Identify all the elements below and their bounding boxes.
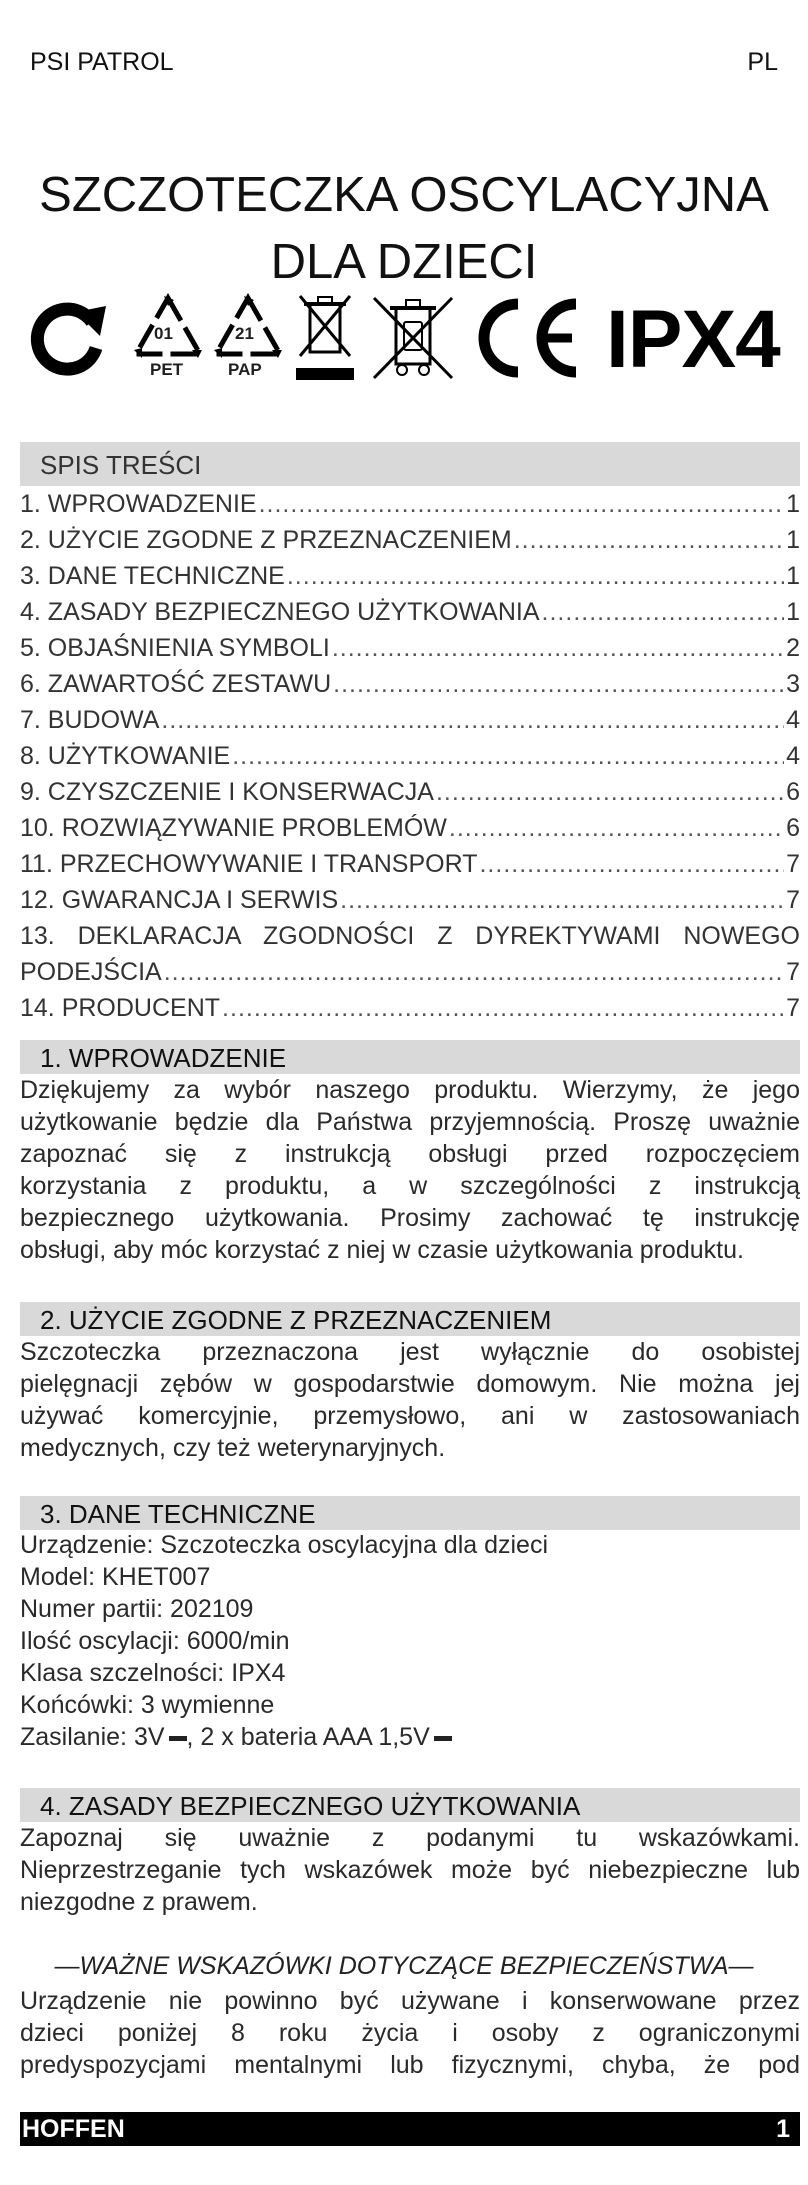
spec-power: Zasilanie: 3V , 2 x bateria AAA 1,5V: [20, 1721, 800, 1753]
toc-item[interactable]: 6. ZAWARTOŚĆ ZESTAWU ..... 3: [20, 666, 800, 702]
toc-item[interactable]: 8. UŻYTKOWANIE ..... 4: [20, 738, 800, 774]
toc-item[interactable]: 4. ZASADY BEZPIECZNEGO UŻYTKOWANIA ..... 1: [20, 594, 800, 630]
section-heading-tech: 3. DANE TECHNICZNE: [20, 1496, 800, 1530]
dc-symbol-icon: [434, 1736, 452, 1741]
recycle-pet-icon: [128, 292, 208, 397]
toc-item[interactable]: 11. PRZECHOWYWANIE I TRANSPORT ..... 7: [20, 846, 800, 882]
intro-paragraph: Dziękujemy za wybór naszego produktu. Wierzymy, że jego użytkowanie będzie dla Państwa przyjemnością. Proszę uważnie zapoznać się z instrukcją obsługi przed rozpoczęciem korzystania z produktu, a w szczególności z instrukcją bezpiecznego użytkowania. Prosimy zachować tę instrukcję obsługi, aby móc korzystać z niej w czasie użytkowania produktu.: [20, 1076, 800, 1264]
spec-tips: Końcówki: 3 wymienne: [20, 1691, 275, 1719]
title-line-1: SZCZOTECZKA OSCYLACYJNA: [39, 168, 769, 222]
pap-label: PAP: [228, 360, 262, 379]
table-of-contents: [20, 486, 800, 1026]
footer-page-number: 1: [776, 2115, 790, 2143]
toc-item[interactable]: 5. OBJAŚNIENIA SYMBOLI ..... 2: [20, 630, 800, 666]
dc-symbol-icon: [169, 1736, 187, 1741]
spec-batch: Numer partii: 202109: [20, 1595, 254, 1623]
page-footer: [20, 2112, 800, 2146]
footer-brand: HOFFEN: [22, 2115, 125, 2143]
tech-specs-list: [20, 1529, 800, 1753]
toc-item[interactable]: 14. PRODUCENT ..... 7: [20, 990, 800, 1026]
section-heading-intro: 1. WPROWADZENIE: [20, 1040, 800, 1074]
symbols-row: [28, 292, 788, 392]
pet-label: PET: [150, 360, 184, 379]
section-heading-safety: 4. ZASADY BEZPIECZNEGO UŻYTKOWANIA: [20, 1788, 800, 1822]
recycle-arrow-icon: [28, 292, 108, 387]
document-title: [0, 162, 808, 296]
page-header: [30, 48, 778, 77]
ipx4-rating: IPX4: [606, 294, 780, 385]
section-heading-usage: 2. UŻYCIE ZGODNE Z PRZEZNACZENIEM: [20, 1302, 800, 1336]
pap-number: 21: [235, 324, 254, 343]
header-language: PL: [747, 48, 778, 76]
toc-heading: SPIS TREŚCI: [20, 442, 800, 486]
weee-bin-icon: [290, 292, 360, 397]
spec-ip-class: Klasa szczelności: IPX4: [20, 1659, 286, 1687]
pet-number: 01: [154, 324, 173, 343]
toc-item[interactable]: 1. WPROWADZENIE ..... 1: [20, 486, 800, 522]
battery-disposal-icon: [368, 292, 458, 397]
title-line-2: DLA DZIECI: [270, 235, 538, 289]
toc-item[interactable]: 9. CZYSZCZENIE I KONSERWACJA ..... 6: [20, 774, 800, 810]
recycle-pap-icon: [208, 292, 288, 397]
safety-subheading: —WAŻNE WSKAZÓWKI DOTYCZĄCE BEZPIECZEŃSTWA—: [54, 1952, 754, 1980]
toc-item-line1[interactable]: 13. DEKLARACJA ZGODNOŚCI Z DYREKTYWAMI NOWEGO: [20, 922, 800, 950]
toc-item[interactable]: PODEJŚCIA ..... 7: [20, 954, 800, 990]
toc-item[interactable]: 10. ROZWIĄZYWANIE PROBLEMÓW ..... 6: [20, 810, 800, 846]
spec-model: Model: KHET007: [20, 1563, 211, 1591]
toc-item[interactable]: 3. DANE TECHNICZNE ..... 1: [20, 558, 800, 594]
spec-oscillations: Ilość oscylacji: 6000/min: [20, 1627, 290, 1655]
toc-item[interactable]: 7. BUDOWA ..... 4: [20, 702, 800, 738]
header-brand: PSI PATROL: [30, 48, 174, 76]
toc-item[interactable]: 2. UŻYCIE ZGODNE Z PRZEZNACZENIEM ..... 1: [20, 522, 800, 558]
safety-paragraph-2: Urządzenie nie powinno być używane i konserwowane przez dzieci poniżej 8 roku życia i osoby z ograniczonymi predyspozycjami mentalnymi lub fizycznymi, chyba, że pod: [20, 1987, 800, 2079]
spec-device: Urządzenie: Szczoteczka oscylacyjna dla dzieci: [20, 1531, 549, 1559]
safety-paragraph: Zapoznaj się uważnie z podanymi tu wskazówkami. Nieprzestrzeganie tych wskazówek może być niebezpieczne lub niezgodne z prawem.: [20, 1824, 800, 1916]
usage-paragraph: Szczoteczka przeznaczona jest wyłącznie do osobistej pielęgnacji zębów w gospodarstwie domowym. Nie można jej używać komercyjnie, przemysłowo, ani w zastosowaniach medycznych, czy też weterynaryjnych.: [20, 1338, 800, 1462]
toc-item[interactable]: 12. GWARANCJA I SERWIS ..... 7: [20, 882, 800, 918]
ce-mark-icon: [468, 292, 588, 387]
